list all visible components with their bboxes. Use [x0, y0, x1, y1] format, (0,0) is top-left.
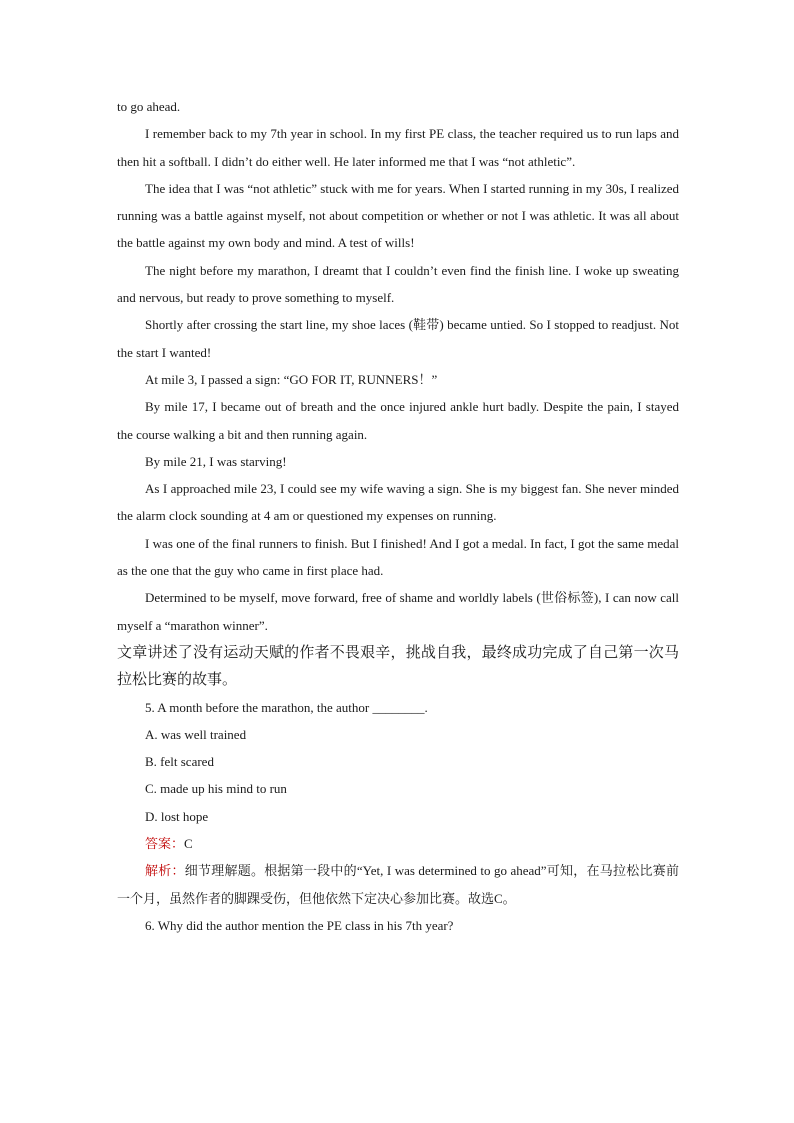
question-5-option-c: C. made up his mind to run: [145, 781, 287, 797]
passage-paragraph-11: Determined to be myself, move forward, free of shame and worldly labels (世俗标签), I can now call myself a “marathon winner”.: [117, 590, 679, 633]
analysis-label: 解析：: [145, 863, 185, 879]
passage-paragraph-2: I remember back to my 7th year in school. In my first PE class, the teacher required us to run laps and then hit a softball. I didn’t do either well. He later informed me that I was “not athletic”.: [117, 126, 679, 169]
analysis-text: 细节理解题。根据第一段中的“Yet, I was determined to go ahead”可知，在马拉松比赛前一个月，虽然作者的脚踝受伤，但他依然下定决心参加比赛。故选C。: [117, 863, 679, 906]
passage-paragraph-5: Shortly after crossing the start line, my shoe laces (鞋带) became untied. So I stopped to readjust. Not the start I wanted!: [117, 317, 679, 360]
question-5-answer: [117, 830, 679, 857]
passage-summary: 文章讲述了没有运动天赋的作者不畏艰辛，挑战自我，最终成功完成了自己第一次马拉松比赛的故事。: [117, 642, 679, 689]
passage-paragraph-7: By mile 17, I became out of breath and the once injured ankle hurt badly. Despite the pain, I stayed the course walking a bit and then running again.: [117, 399, 679, 442]
passage-paragraph-8: By mile 21, I was starving!: [145, 453, 287, 469]
passage-paragraph-6: At mile 3, I passed a sign: “GO FOR IT, RUNNERS！”: [145, 371, 438, 387]
question-5-analysis: [117, 857, 679, 912]
question-5-option-a: A. was well trained: [145, 726, 247, 742]
passage-paragraph-1: to go ahead.: [117, 99, 181, 114]
passage-paragraph-10: I was one of the final runners to finish. But I finished! And I got a medal. In fact, I got the same medal as the one that the guy who came in first place had.: [117, 535, 679, 579]
passage-paragraph-9: As I approached mile 23, I could see my wife waving a sign. She is my biggest fan. She never minded the alarm clock sounding at 4 am or questioned my expenses on running.: [117, 481, 679, 524]
question-5-option-d: D. lost hope: [145, 808, 209, 824]
answer-label: 答案：: [145, 836, 185, 852]
question-6-stem: 6. Why did the author mention the PE class in his 7th year?: [145, 917, 454, 933]
passage-paragraph-3: The idea that I was “not athletic” stuck with me for years. When I started running in my 30s, I realized running was a battle against myself, not about competition or whether or not I was athletic. It was all about the battle against my own body and mind. A test of wills!: [117, 180, 679, 251]
question-5-option-b: B. felt scared: [145, 754, 214, 770]
answer-value: C: [184, 836, 193, 852]
question-5-stem: 5. A month before the marathon, the author ________.: [145, 699, 428, 715]
document-page: [117, 93, 679, 939]
passage-paragraph-4: The night before my marathon, I dreamt that I couldn’t even find the finish line. I woke up sweating and nervous, but ready to prove something to myself.: [117, 262, 679, 306]
